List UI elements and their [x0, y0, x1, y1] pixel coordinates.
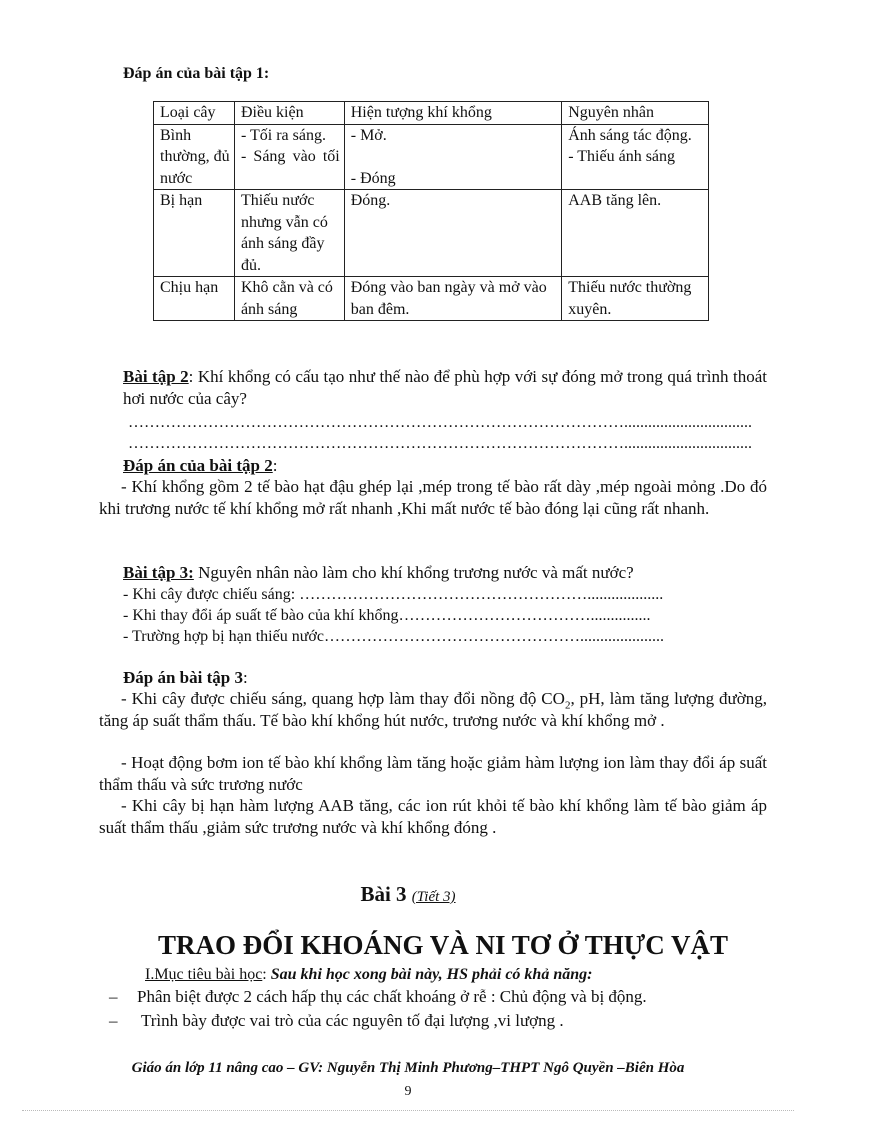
answer3-paragraph-3: - Khi cây bị hạn hàm lượng AAB tăng, các ion rút khỏi tế bào khí khổng làm tế bào giảm áp suất thẩm thấu ,giảm sức trương nước và khí khổng đóng .: [99, 796, 767, 837]
answer-line: …………………………………………………………………………………................................: [128, 435, 752, 452]
objective-colon: :: [262, 966, 267, 983]
exercise3-line: - Trường hợp bị hạn thiếu nước………………………………………….....................: [123, 628, 664, 645]
exercise2-text: : Khí khổng có cấu tạo như thế nào để phù hợp với sự đóng mở trong quá trình thoát hơi nước của cây?: [123, 367, 767, 408]
objective-row: [145, 964, 592, 985]
answer-line: …………………………………………………………………………………................................: [128, 414, 752, 431]
table-row: [154, 124, 709, 190]
objective-bullet: [109, 1010, 564, 1032]
lesson-period: (Tiết 3): [411, 889, 456, 905]
page-number: 9: [404, 1084, 412, 1099]
table-cell-type: Chịu hạn: [154, 277, 235, 321]
answer3-paragraph-2: - Hoạt động bơm ion tế bào khí khổng làm tăng hoặc giảm hàm lượng ion làm thay đổi áp suất thẩm thấu và sức trương nước: [99, 753, 767, 794]
table-header-cell: Hiện tượng khí khổng: [344, 102, 561, 125]
cell-line: Ánh sáng tác động.: [568, 126, 692, 144]
exercise3-question: [123, 562, 634, 584]
answer2-heading: Đáp án của bài tập 2: [123, 456, 273, 475]
table-header-cell: Loại cây: [154, 102, 235, 125]
objective-label: I.Mục tiêu bài học: [145, 966, 263, 983]
table-row: [154, 190, 709, 277]
exercise2-label: Bài tập 2: [123, 367, 189, 386]
footer-text: Giáo án lớp 11 nâng cao – GV: Nguyễn Thị Minh Phương–THPT Ngô Quyền –Biên Hòa: [131, 1060, 685, 1076]
exercise3-line: - Khi thay đổi áp suất tế bào của khí khổng………………………………...............: [123, 607, 651, 624]
exercise3-line: - Khi cây được chiếu sáng: ………………………………………………...................: [123, 586, 664, 603]
cell-line: - Thiếu ánh sáng: [568, 148, 676, 165]
cell-line: - Tối ra sáng.: [240, 126, 326, 144]
table-cell-type: Bị hạn: [154, 190, 235, 277]
exercise3-text: Nguyên nhân nào làm cho khí khổng trương nước và mất nước?: [193, 563, 634, 582]
answer3-heading-row: [123, 667, 248, 689]
table-cell-type: Bình thường, đủ nước: [154, 124, 235, 190]
answer2-heading-row: [123, 455, 277, 477]
bullet-dash: –: [109, 987, 118, 1006]
exercise3-label: Bài tập 3:: [123, 563, 194, 582]
table-row: [154, 277, 709, 321]
cell-line: - Mở.: [350, 126, 387, 144]
objective-bullet: [109, 986, 647, 1008]
table-cell-condition: [234, 124, 344, 190]
answer3-p1-sub: 2: [564, 699, 571, 712]
exercise2-question: [123, 366, 767, 410]
lesson-title: Bài 3: [360, 882, 407, 906]
answer2-colon: :: [272, 456, 278, 475]
answer3-paragraph-1: [99, 688, 767, 732]
cell-line: - Đóng: [350, 169, 396, 187]
answer3-colon: :: [242, 668, 248, 687]
table-cell-phenomenon: Đóng vào ban ngày và mở vào ban đêm.: [344, 277, 561, 321]
lesson-title-row: [0, 880, 816, 911]
table-header-cell: Điều kiện: [234, 102, 344, 125]
table-cell-condition: Khô cằn và có ánh sáng: [234, 277, 344, 321]
table-cell-cause: Thiếu nước thường xuyên.: [562, 277, 709, 321]
answer1-heading: Đáp án của bài tập 1:: [123, 65, 270, 82]
objective-text: Sau khi học xong bài này, HS phải có khả năng:: [270, 966, 593, 983]
answer1-table: [153, 101, 709, 321]
table-header-row: [154, 102, 709, 125]
page-bottom-divider: [22, 1110, 794, 1111]
table-header-cell: Nguyên nhân: [562, 102, 709, 125]
answer3-heading: Đáp án bài tập 3: [123, 668, 243, 687]
lesson-heading: TRAO ĐỔI KHOÁNG VÀ NI TƠ Ở THỰC VẬT: [157, 930, 729, 960]
table-cell-phenomenon: [344, 124, 561, 190]
answer3-p1-after: , pH, làm tăng lượng đường, tăng áp suất thẩm thấu. Tế bào khí khổng hút nước, trương nước và khí khổng mở .: [99, 689, 767, 730]
table-cell-cause: [562, 124, 709, 190]
bullet-text: Trình bày được vai trò của các nguyên tố đại lượng ,vi lượng .: [137, 1011, 564, 1030]
cell-line: - Sáng vào tối: [240, 148, 340, 165]
table-cell-phenomenon: Đóng.: [344, 190, 561, 277]
table-cell-condition: Thiếu nước nhưng vẫn có ánh sáng đầy đủ.: [234, 190, 344, 277]
answer3-p1-before: - Khi cây được chiếu sáng, quang hợp làm thay đổi nồng độ CO: [121, 689, 565, 708]
bullet-dash: –: [109, 1011, 118, 1030]
table-cell-cause: AAB tăng lên.: [562, 190, 709, 277]
answer2-text: - Khí khổng gồm 2 tế bào hạt đậu ghép lại ,mép trong tế bào rất dày ,mép ngoài mỏng .Do đó khi trương nước tế khí khổng mở rất nhanh ,Khi mất nước tế bào đóng lại cũng rất nhanh.: [99, 477, 767, 518]
bullet-text: Phân biệt được 2 cách hấp thụ các chất khoáng ở rễ : Chủ động và bị động.: [137, 987, 647, 1006]
